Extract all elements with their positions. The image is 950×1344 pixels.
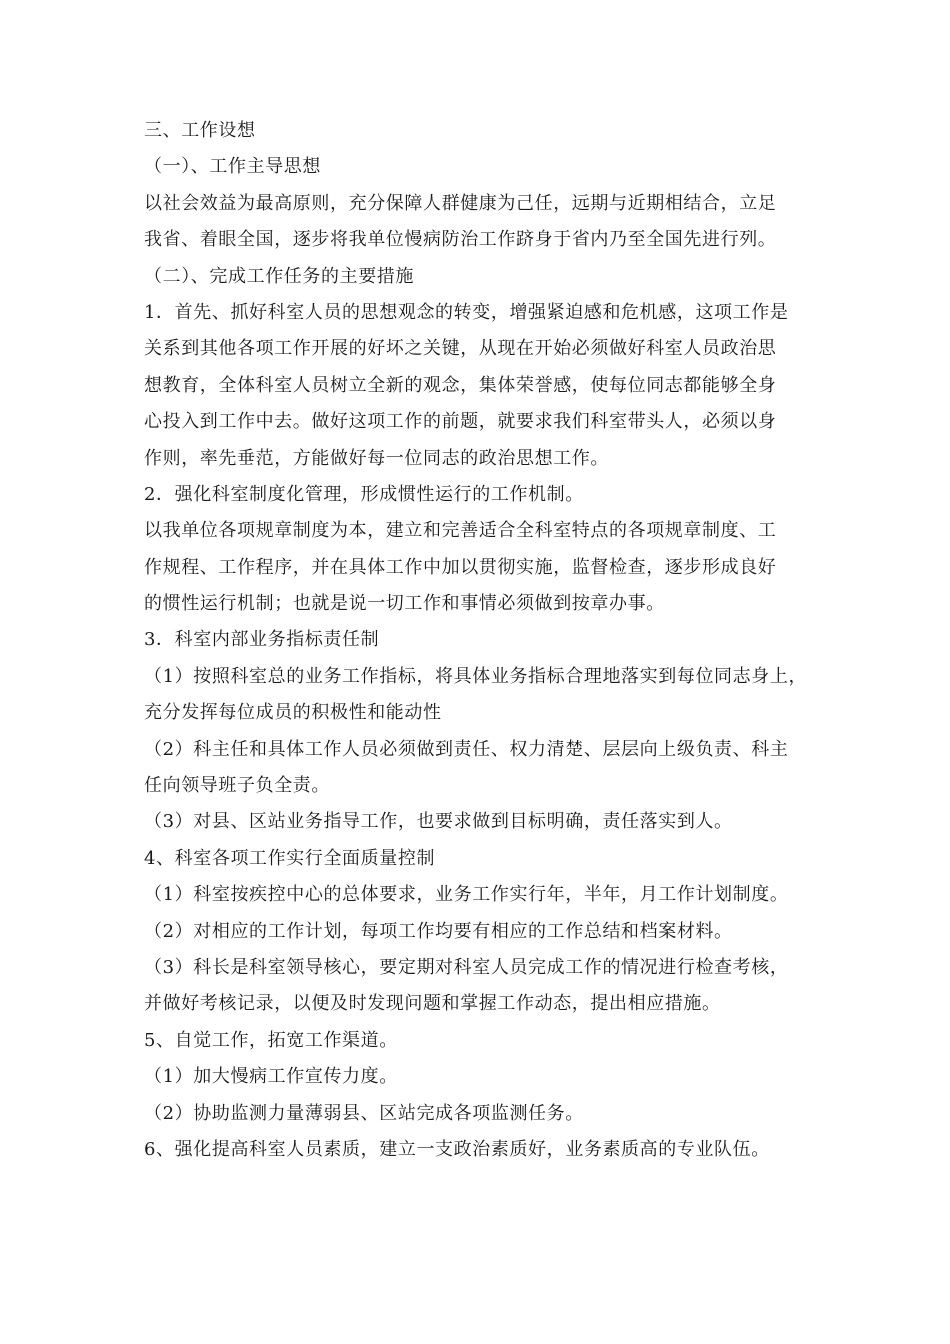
paragraph-line: 的惯性运行机制；也就是说一切工作和事情必须做到按章办事。 [144, 593, 665, 615]
paragraph-line: 想教育，全体科室人员树立全新的观念，集体荣誉感，使每位同志都能够全身 [144, 374, 777, 396]
paragraph-line: 心投入到工作中去。做好这项工作的前题，就要求我们科室带头人，必须以身 [144, 411, 777, 433]
paragraph-line: 以社会效益为最高原则，充分保障人群健康为己任，远期与近期相结合，立足 [144, 192, 777, 214]
paragraph-line: 任向领导班子负全责。 [144, 775, 330, 797]
list-item-heading: 2．强化科室制度化管理，形成惯性运行的工作机制。 [144, 483, 584, 505]
paragraph-line: 我省、着眼全国，逐步将我单位慢病防治工作跻身于省内乃至全国先进行列。 [144, 229, 777, 251]
paragraph-line: 1．首先、抓好科室人员的思想观念的转变，增强紧迫感和危机感，这项工作是 [144, 301, 789, 323]
paragraph-line: （2）协助监测力量薄弱县、区站完成各项监测任务。 [144, 1102, 584, 1124]
paragraph-line: （1）科室按疾控中心的总体要求，业务工作实行年，半年，月工作计划制度。 [144, 884, 789, 906]
paragraph-line: （3）对县、区站业务指导工作，也要求做到目标明确，责任落实到人。 [144, 811, 733, 833]
paragraph-line: 充分发挥每位成员的积极性和能动性 [144, 702, 442, 724]
subsection-heading: （二）、完成工作任务的主要措施 [144, 265, 414, 287]
paragraph-line: 作则，率先垂范，方能做好每一位同志的政治思想工作。 [144, 447, 609, 469]
paragraph-line: （2）科主任和具体工作人员必须做到责任、权力清楚、层层向上级负责、科主 [144, 738, 789, 760]
subsection-heading: （一）、工作主导思想 [144, 156, 321, 178]
paragraph-line: 并做好考核记录，以便及时发现问题和掌握工作动态，提出相应措施。 [144, 993, 721, 1015]
section-heading: 三、工作设想 [144, 120, 256, 141]
document-body [144, 113, 824, 1168]
paragraph-line: （1）按照科室总的业务工作指标，将具体业务指标合理地落实到每位同志身上， [144, 665, 808, 687]
paragraph-line: 以我单位各项规章制度为本，建立和完善适合全科室特点的各项规章制度、工 [144, 520, 777, 542]
paragraph-line: （1）加大慢病工作宣传力度。 [144, 1066, 398, 1088]
paragraph-line: 作规程、工作程序，并在具体工作中加以贯彻实施，监督检查，逐步形成良好 [144, 556, 777, 578]
list-item-heading: 3．科室内部业务指标责任制 [144, 629, 380, 651]
paragraph-line: （2）对相应的工作计划，每项工作均要有相应的工作总结和档案材料。 [144, 920, 733, 942]
list-item-heading: 6、强化提高科室人员素质，建立一支政治素质好，业务素质高的专业队伍。 [144, 1138, 770, 1160]
list-item-heading: 4、科室各项工作实行全面质量控制 [144, 847, 436, 869]
paragraph-line: 关系到其他各项工作开展的好坏之关键，从现在开始必须做好科室人员政治思 [144, 338, 777, 360]
paragraph-line: （3）科长是科室领导核心，要定期对科室人员完成工作的情况进行检查考核， [144, 956, 789, 978]
list-item-heading: 5、自觉工作，拓宽工作渠道。 [144, 1029, 398, 1051]
